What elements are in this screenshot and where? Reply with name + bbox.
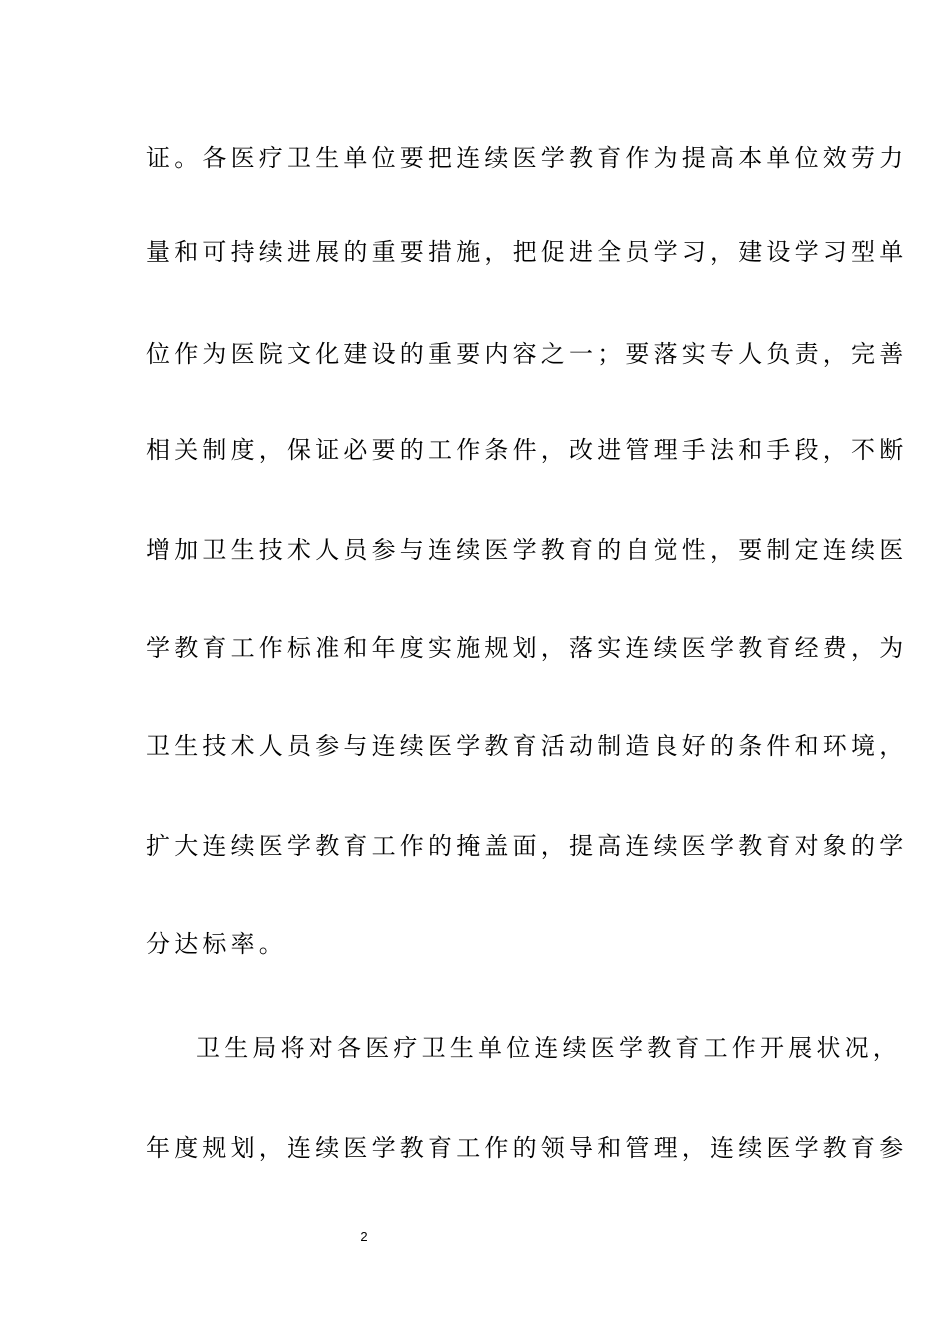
paragraph-line: 量和可持续进展的重要措施，把促进全员学习，建设学习型单 <box>146 238 908 266</box>
paragraph-line: 增加卫生技术人员参与连续医学教育的自觉性，要制定连续医 <box>146 536 908 564</box>
paragraph-line: 证。各医疗卫生单位要把连续医学教育作为提高本单位效劳力 <box>146 144 908 172</box>
paragraph-line: 卫生局将对各医疗卫生单位连续医学教育工作开展状况， <box>196 1034 901 1062</box>
page-number: 2 <box>360 1229 368 1244</box>
paragraph-line: 学教育工作标准和年度实施规划，落实连续医学教育经费，为 <box>146 634 908 662</box>
paragraph-line: 位作为医院文化建设的重要内容之一；要落实专人负责，完善 <box>146 340 908 368</box>
paragraph-line: 卫生技术人员参与连续医学教育活动制造良好的条件和环境， <box>146 732 908 760</box>
paragraph-line: 年度规划，连续医学教育工作的领导和管理，连续医学教育参 <box>146 1134 908 1162</box>
paragraph-line: 分达标率。 <box>146 930 287 958</box>
paragraph-line: 相关制度，保证必要的工作条件，改进管理手法和手段，不断 <box>146 436 908 464</box>
paragraph-line: 扩大连续医学教育工作的掩盖面，提高连续医学教育对象的学 <box>146 832 908 860</box>
